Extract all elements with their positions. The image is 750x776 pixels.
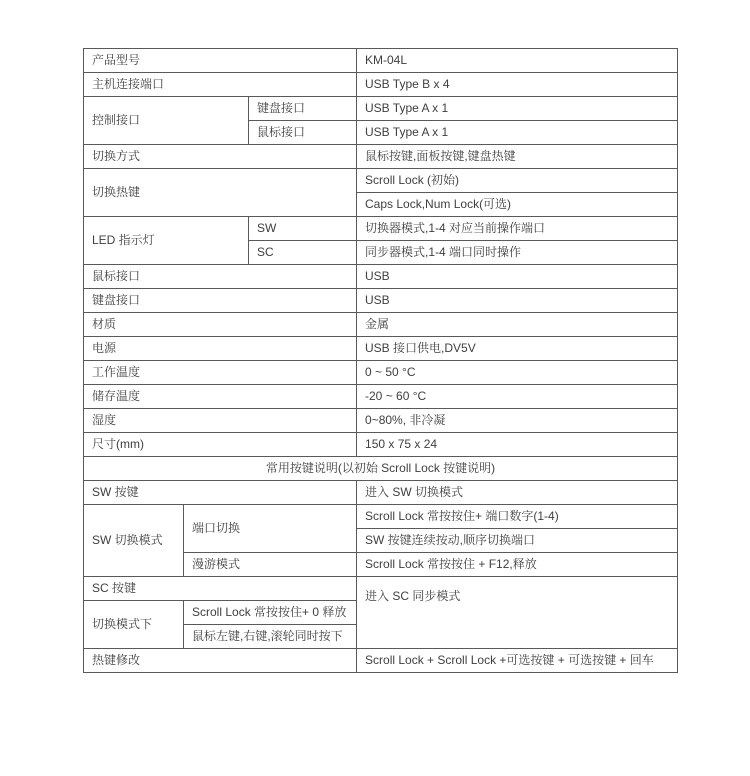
control-keyboard-label: 键盘接口 <box>249 97 357 121</box>
sw-button-label: SW 按键 <box>84 481 357 505</box>
dimensions-label: 尺寸(mm) <box>84 433 357 457</box>
table-row <box>84 361 678 385</box>
roam-mode-value: Scroll Lock 常按按住 + F12,释放 <box>357 553 678 577</box>
operating-temp-label: 工作温度 <box>84 361 357 385</box>
control-mouse-value: USB Type A x 1 <box>357 121 678 145</box>
model-value: KM-04L <box>357 49 678 73</box>
switch-mode-under-method-2: 鼠标左键,右键,滚轮同时按下 <box>184 625 357 649</box>
section-header: 常用按键说明(以初始 Scroll Lock 按键说明) <box>84 457 678 481</box>
table-row <box>84 409 678 433</box>
control-interface-label: 控制接口 <box>84 97 249 145</box>
switch-hotkey-label: 切换热键 <box>84 169 357 217</box>
humidity-label: 湿度 <box>84 409 357 433</box>
keyboard-interface-value: USB <box>357 289 678 313</box>
switch-method-value: 鼠标按键,面板按键,键盘热键 <box>357 145 678 169</box>
hotkey-table <box>83 480 678 673</box>
hotkey-modify-label: 热键修改 <box>84 649 357 673</box>
roam-mode-label: 漫游模式 <box>184 553 357 577</box>
table-row <box>84 385 678 409</box>
port-switch-value-1: Scroll Lock 常按按住+ 端口数字(1-4) <box>357 505 678 529</box>
led-indicator-label: LED 指示灯 <box>84 217 249 265</box>
switch-hotkey-value-1: Scroll Lock (初始) <box>357 169 678 193</box>
table-row <box>84 505 678 529</box>
table-row <box>84 145 678 169</box>
power-value: USB 接口供电,DV5V <box>357 337 678 361</box>
led-sc-label: SC <box>249 241 357 265</box>
table-row <box>84 457 678 481</box>
control-keyboard-value: USB Type A x 1 <box>357 97 678 121</box>
storage-temp-value: -20 ~ 60 °C <box>357 385 678 409</box>
storage-temp-label: 储存温度 <box>84 385 357 409</box>
table-row <box>84 265 678 289</box>
power-label: 电源 <box>84 337 357 361</box>
host-ports-label: 主机连接端口 <box>84 73 357 97</box>
led-sc-value: 同步器模式,1-4 端口同时操作 <box>357 241 678 265</box>
table-row <box>84 433 678 457</box>
humidity-value: 0~80%, 非冷凝 <box>357 409 678 433</box>
table-row <box>84 481 678 505</box>
port-switch-value-2: SW 按键连续按动,顺序切换端口 <box>357 529 678 553</box>
switch-mode-under-label: 切换模式下 <box>84 601 184 649</box>
table-row <box>84 97 678 121</box>
hotkey-modify-value: Scroll Lock + Scroll Lock +可选按键 + 可选按键 + 回车 <box>357 649 678 673</box>
spec-table <box>83 48 678 481</box>
dimensions-value: 150 x 75 x 24 <box>357 433 678 457</box>
table-row <box>84 313 678 337</box>
host-ports-value: USB Type B x 4 <box>357 73 678 97</box>
led-sw-label: SW <box>249 217 357 241</box>
port-switch-label: 端口切换 <box>184 505 357 553</box>
table-row <box>84 169 678 193</box>
table-row <box>84 73 678 97</box>
operating-temp-value: 0 ~ 50 °C <box>357 361 678 385</box>
led-sw-value: 切换器模式,1-4 对应当前操作端口 <box>357 217 678 241</box>
table-row <box>84 337 678 361</box>
control-mouse-label: 鼠标接口 <box>249 121 357 145</box>
mouse-interface-label: 鼠标接口 <box>84 265 357 289</box>
mouse-interface-value: USB <box>357 265 678 289</box>
spec-sheet <box>83 48 677 673</box>
table-row <box>84 49 678 73</box>
keyboard-interface-label: 键盘接口 <box>84 289 357 313</box>
switch-mode-under-method-1: Scroll Lock 常按按住+ 0 释放 <box>184 601 357 625</box>
model-label: 产品型号 <box>84 49 357 73</box>
material-label: 材质 <box>84 313 357 337</box>
sc-button-value: 进入 SC 同步模式 <box>357 577 678 649</box>
table-row <box>84 649 678 673</box>
table-row <box>84 577 678 601</box>
sw-switch-mode-label: SW 切换模式 <box>84 505 184 577</box>
sc-button-label: SC 按键 <box>84 577 357 601</box>
switch-method-label: 切换方式 <box>84 145 357 169</box>
material-value: 金属 <box>357 313 678 337</box>
table-row <box>84 217 678 241</box>
switch-hotkey-value-2: Caps Lock,Num Lock(可选) <box>357 193 678 217</box>
table-row <box>84 289 678 313</box>
sw-button-value: 进入 SW 切换模式 <box>357 481 678 505</box>
